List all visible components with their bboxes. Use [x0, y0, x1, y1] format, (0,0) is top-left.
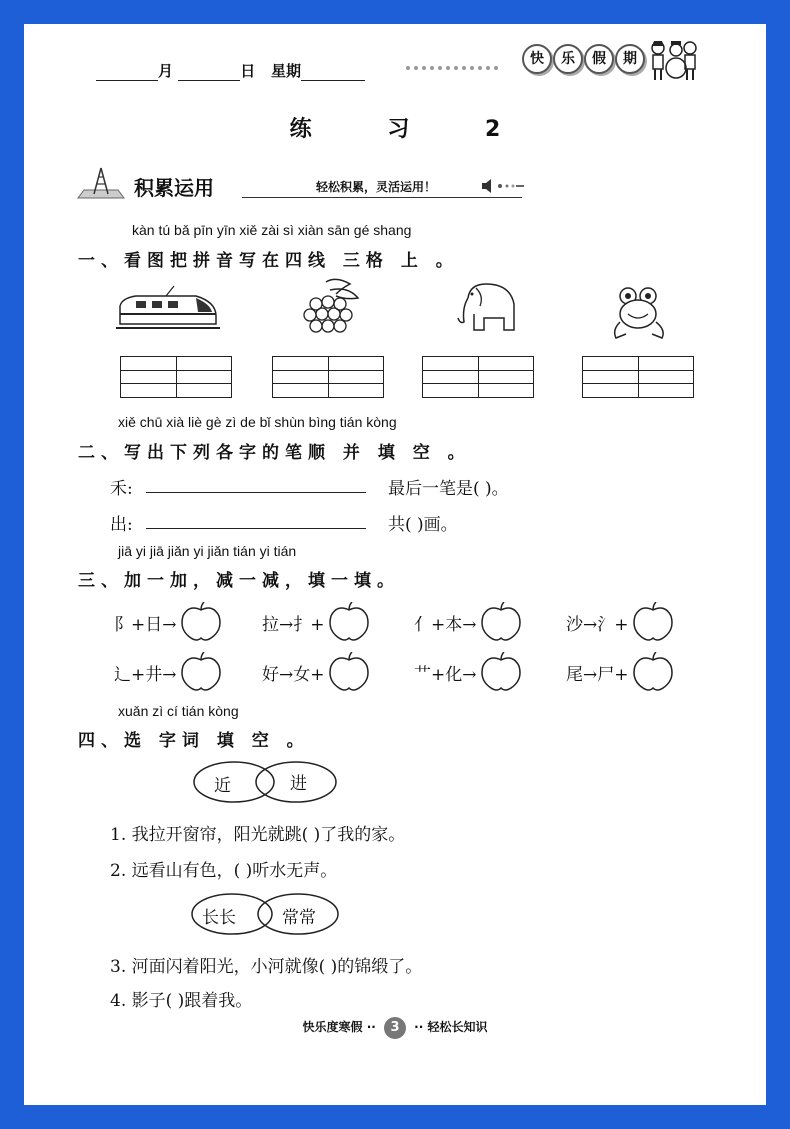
writing-grid[interactable] [120, 356, 232, 398]
q4-pinyin: xuǎn zì cí tián kòng [118, 703, 239, 719]
q3-item [262, 652, 371, 692]
month-blank[interactable] [96, 64, 158, 81]
day-blank[interactable] [178, 64, 240, 81]
q3-heading: 三、加一加，减一减，填一填。 [78, 571, 400, 591]
apple-icon[interactable] [631, 652, 675, 692]
worksheet-page [24, 24, 766, 1105]
apple-icon[interactable] [179, 602, 223, 642]
q2-heading: 二、写出下列各字的笔顺 并 填 空 。 [78, 443, 471, 463]
q3-item [566, 602, 675, 642]
q3-item [262, 602, 371, 642]
frog-icon [608, 284, 670, 342]
footer-left: 快乐度寒假 [302, 1020, 363, 1034]
q3-item [114, 652, 223, 692]
apple-icon[interactable] [479, 652, 523, 692]
q3-expression: 尾→尸+ [566, 664, 629, 685]
choice-word: 常常 [282, 908, 316, 928]
q3-expression: 艹+化→ [414, 664, 477, 685]
q1-heading: 一、看图把拼音写在四线 三格 上 。 [78, 251, 459, 271]
q4-sentence-2: 2. 远看山有色，( )听水无声。 [110, 861, 338, 881]
page-number: 3 [384, 1017, 406, 1039]
q3-expression: 阝+日→ [114, 614, 177, 635]
stroke-order-blank[interactable] [146, 528, 366, 529]
date-line [96, 60, 365, 81]
weekday-blank[interactable] [301, 64, 365, 81]
grapes-icon [296, 276, 366, 340]
train-icon [116, 284, 220, 334]
q3-item [114, 602, 223, 642]
writing-grid[interactable] [272, 356, 384, 398]
q4-sentence-4: 4. 影子( )跟着我。 [110, 991, 253, 1011]
apple-icon[interactable] [327, 602, 371, 642]
q3-expression: 沙→氵+ [566, 614, 629, 635]
q4-sentence-1: 1. 我拉开窗帘，阳光就跳( )了我的家。 [110, 825, 406, 845]
badge-char: 乐 [553, 44, 583, 74]
kids-snowman-icon [646, 38, 702, 84]
q3-item [566, 652, 675, 692]
exercise-title: 练 习 2 [289, 117, 535, 142]
footer-right: 轻松长知识 [427, 1020, 488, 1034]
q3-item [414, 652, 523, 692]
q3-expression: 亻+本→ [414, 614, 477, 635]
q2-line2-tail: 共( )画。 [388, 515, 458, 535]
q2-line1-tail: 最后一笔是( )。 [388, 479, 509, 499]
writing-grid[interactable] [582, 356, 694, 398]
happy-holiday-badge [522, 44, 645, 74]
choice-word: 长长 [202, 908, 236, 928]
apple-icon[interactable] [631, 602, 675, 642]
q4-sentence-3: 3. 河面闪着阳光，小河就像( )的锦缎了。 [110, 957, 423, 977]
q3-pinyin: jiā yi jiā jiǎn yi jiǎn tián yi tián [118, 543, 297, 559]
q3-expression: 辶+井→ [114, 664, 177, 685]
q2-line1-char: 禾: [110, 479, 133, 499]
badge-char: 假 [584, 44, 614, 74]
q4-heading: 四、选 字词 填 空 。 [78, 731, 310, 751]
apple-icon[interactable] [179, 652, 223, 692]
dot-divider [406, 57, 520, 67]
page-footer: 快乐度寒假 ·· 3 ·· 轻松长知识 [24, 1017, 766, 1039]
stroke-order-blank[interactable] [146, 492, 366, 493]
apple-icon[interactable] [479, 602, 523, 642]
tower-icon [72, 164, 130, 204]
choice-word: 近 [214, 776, 231, 796]
q2-pinyin: xiě chū xià liè gè zì de bǐ shùn bìng tián kòng [118, 414, 397, 430]
q3-expression: 好→女+ [262, 664, 325, 685]
speaker-icon [480, 178, 524, 194]
section-title: 积累运用 [134, 176, 214, 200]
choice-word: 进 [290, 774, 307, 794]
weekday-label: 星期 [270, 62, 301, 80]
q3-expression: 拉→扌+ [262, 614, 325, 635]
q1-pinyin: kàn tú bǎ pīn yīn xiě zài sì xiàn sān gé shang [132, 222, 412, 238]
month-label: 月 [158, 62, 174, 80]
q3-item [414, 602, 523, 642]
elephant-icon [454, 278, 524, 338]
q2-line2-char: 出: [110, 515, 133, 535]
badge-char: 快 [522, 44, 552, 74]
writing-grid[interactable] [422, 356, 534, 398]
section-underline [242, 197, 522, 198]
section-tagline: 轻松积累，灵活运用！ [316, 180, 437, 194]
day-label: 日 [240, 62, 256, 80]
apple-icon[interactable] [327, 652, 371, 692]
badge-char: 期 [615, 44, 645, 74]
